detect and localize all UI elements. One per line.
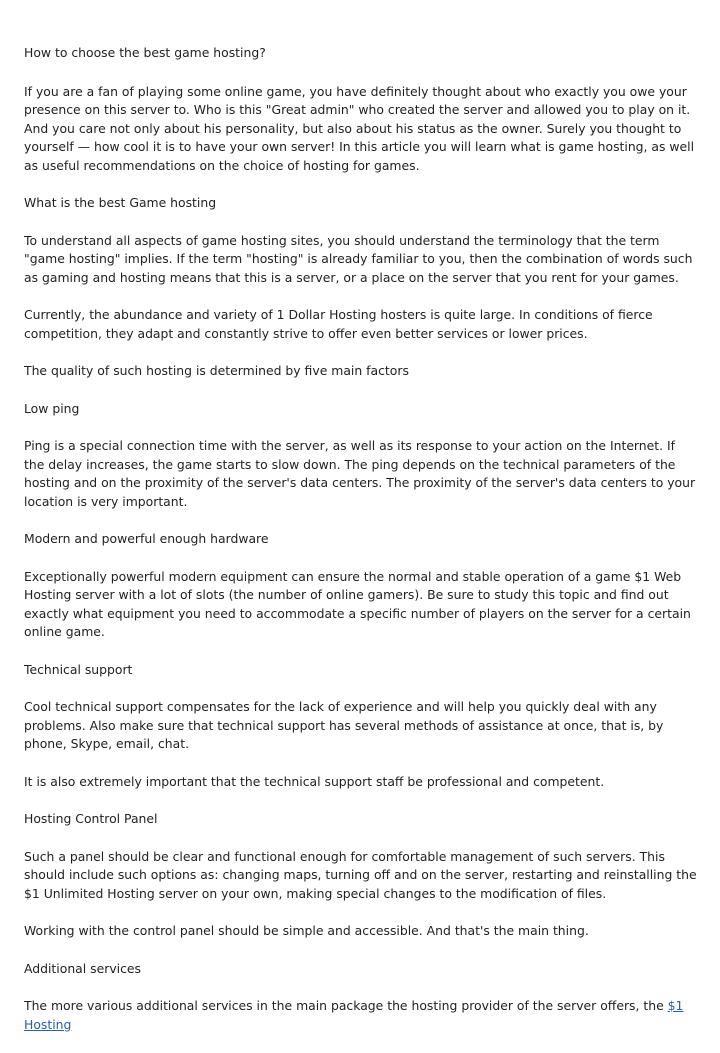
competition-paragraph: Currently, the abundance and variety of 1 Dollar Hosting hosters is quite large. In conditions of fierce competition, they adapt and constantly strive to offer even better services or lower prices. [24,307,653,341]
article-title: How to choose the best game hosting? [24,45,266,60]
article-body [24,44,699,1053]
support-staff-paragraph: It is also extremely important that the technical support staff be professional and competent. [24,773,605,789]
control-panel-summary: Working with the control panel should be simple and accessible. And that's the main thing. [24,923,589,938]
additional-services-paragraph [24,997,699,1034]
intro-paragraph: If you are a fan of playing some online game, you have definitely thought about who exactly you owe your presence on this server to. Who is this "Great admin" who created the server and allowed you to play on it. And you care not only about his personality, but also about his status as the owner. Surely you thought to yourself — how cool it is to have your own server! In this article you will learn what is game hosting, as well as useful recommendations on the choice of hosting for games. [24,83,695,173]
technical-support-paragraph: Cool technical support compensates for the lack of experience and will help you quickly deal with any problems. Also make sure that technical support has several methods of assistance at once, that is, by phone, Skype, email, chat. [24,699,664,751]
heading-additional-services: Additional services [24,960,141,976]
heading-control-panel: Hosting Control Panel [24,811,158,826]
section-heading-best-game-hosting: What is the best Game hosting [24,195,217,210]
low-ping-paragraph: Ping is a special connection time with the server, as well as its response to your action on the Internet. If the delay increases, the game starts to slow down. The ping depends on the technical parameters of the hosting and on the proximity of the server's data centers. The proximity of the server's data centers to your location is very important. [24,438,696,509]
hosting-link[interactable]: $1 Hosting [24,998,684,1032]
terminology-paragraph: To understand all aspects of game hosting sites, you should understand the terminology that the term "game hosting" implies. If the term "hosting" is already familiar to you, then the combination of words such as gaming and hosting means that this is a server, or a place on the server that you rent for your games. [24,232,693,285]
factors-intro: The quality of such hosting is determined by five main factors [24,363,409,378]
additional-services-text: The more various additional services in the main package the hosting provider of the server offers, the [24,998,668,1013]
hardware-paragraph: Exceptionally powerful modern equipment can ensure the normal and stable operation of a game $1 Web Hosting server with a lot of slots (the number of online gamers). Be sure to study this topic and find out exactly what equipment you need to accommodate a specific number of players on the server for a certain online game. [24,568,691,639]
heading-low-ping: Low ping [24,400,80,416]
control-panel-paragraph: Such a panel should be clear and functional enough for comfortable management of such servers. This should include such options as: changing maps, turning off and on the server, restarting and reinstalling the $1 Unlimited Hosting server on your own, making special changes to the modification of files. [24,848,697,901]
heading-technical-support: Technical support [24,661,133,677]
heading-hardware: Modern and powerful enough hardware [24,531,269,546]
